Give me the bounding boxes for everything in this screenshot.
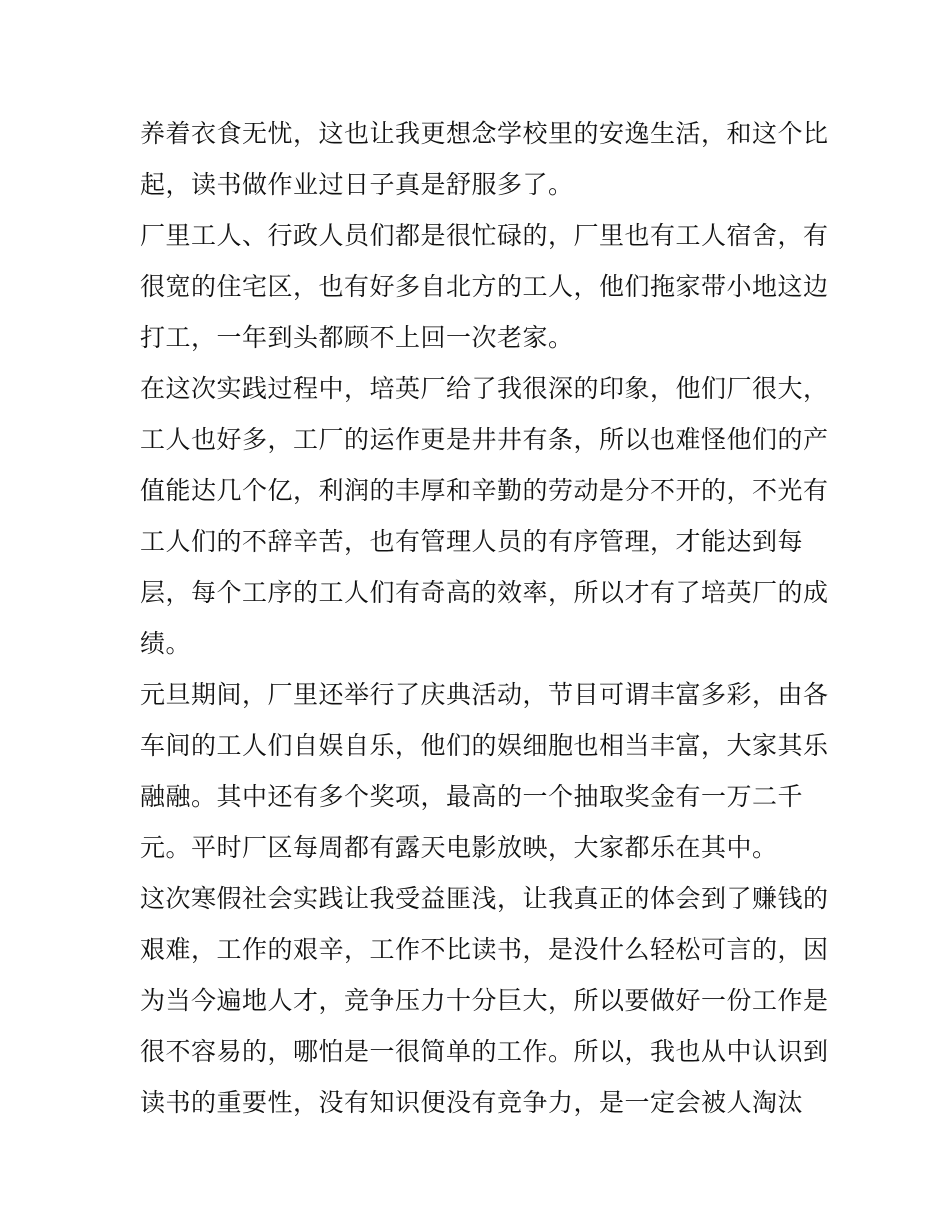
text-line: 车间的工人们自娱自乐，他们的娱细胞也相当丰富，大家其乐 <box>140 731 829 760</box>
text-line: 值能达几个亿，利润的丰厚和辛勤的劳动是分不开的，不光有 <box>140 476 829 505</box>
text-line: 厂里工人、行政人员们都是很忙碌的，厂里也有工人宿舍，有 <box>140 221 829 250</box>
text-line: 融融。其中还有多个奖项，最高的一个抽取奖金有一万二千 <box>140 782 804 811</box>
text-line: 元。平时厂区每周都有露天电影放映，大家都乐在其中。 <box>140 833 778 862</box>
text-line: 元旦期间，厂里还举行了庆典活动，节目可谓丰富多彩，由各 <box>140 680 829 709</box>
text-line: 很宽的住宅区，也有好多自北方的工人，他们拖家带小地这边 <box>140 272 829 301</box>
text-line: 工人也好多，工厂的运作更是井井有条，所以也难怪他们的产 <box>140 425 829 454</box>
text-line: 层，每个工序的工人们有奇高的效率，所以才有了培英厂的成 <box>140 578 829 607</box>
body-text <box>140 108 829 1128</box>
text-line: 这次寒假社会实践让我受益匪浅，让我真正的体会到了赚钱的 <box>140 884 829 913</box>
text-line: 在这次实践过程中，培英厂给了我很深的印象，他们厂很大， <box>140 374 829 403</box>
text-line: 打工，一年到头都顾不上回一次老家。 <box>140 323 574 352</box>
text-line: 起，读书做作业过日子真是舒服多了。 <box>140 170 574 199</box>
text-line: 艰难，工作的艰辛，工作不比读书，是没什么轻松可言的，因 <box>140 935 829 964</box>
text-line: 读书的重要性，没有知识便没有竞争力，是一定会被人淘汰 <box>140 1088 804 1117</box>
text-line: 工人们的不辞辛苦，也有管理人员的有序管理，才能达到每 <box>140 527 804 556</box>
text-line: 养着衣食无忧，这也让我更想念学校里的安逸生活，和这个比 <box>140 119 829 148</box>
text-line: 为当今遍地人才，竞争压力十分巨大，所以要做好一份工作是 <box>140 986 829 1015</box>
text-line: 很不容易的，哪怕是一很简单的工作。所以，我也从中认识到 <box>140 1037 829 1066</box>
text-line: 绩。 <box>140 629 192 658</box>
